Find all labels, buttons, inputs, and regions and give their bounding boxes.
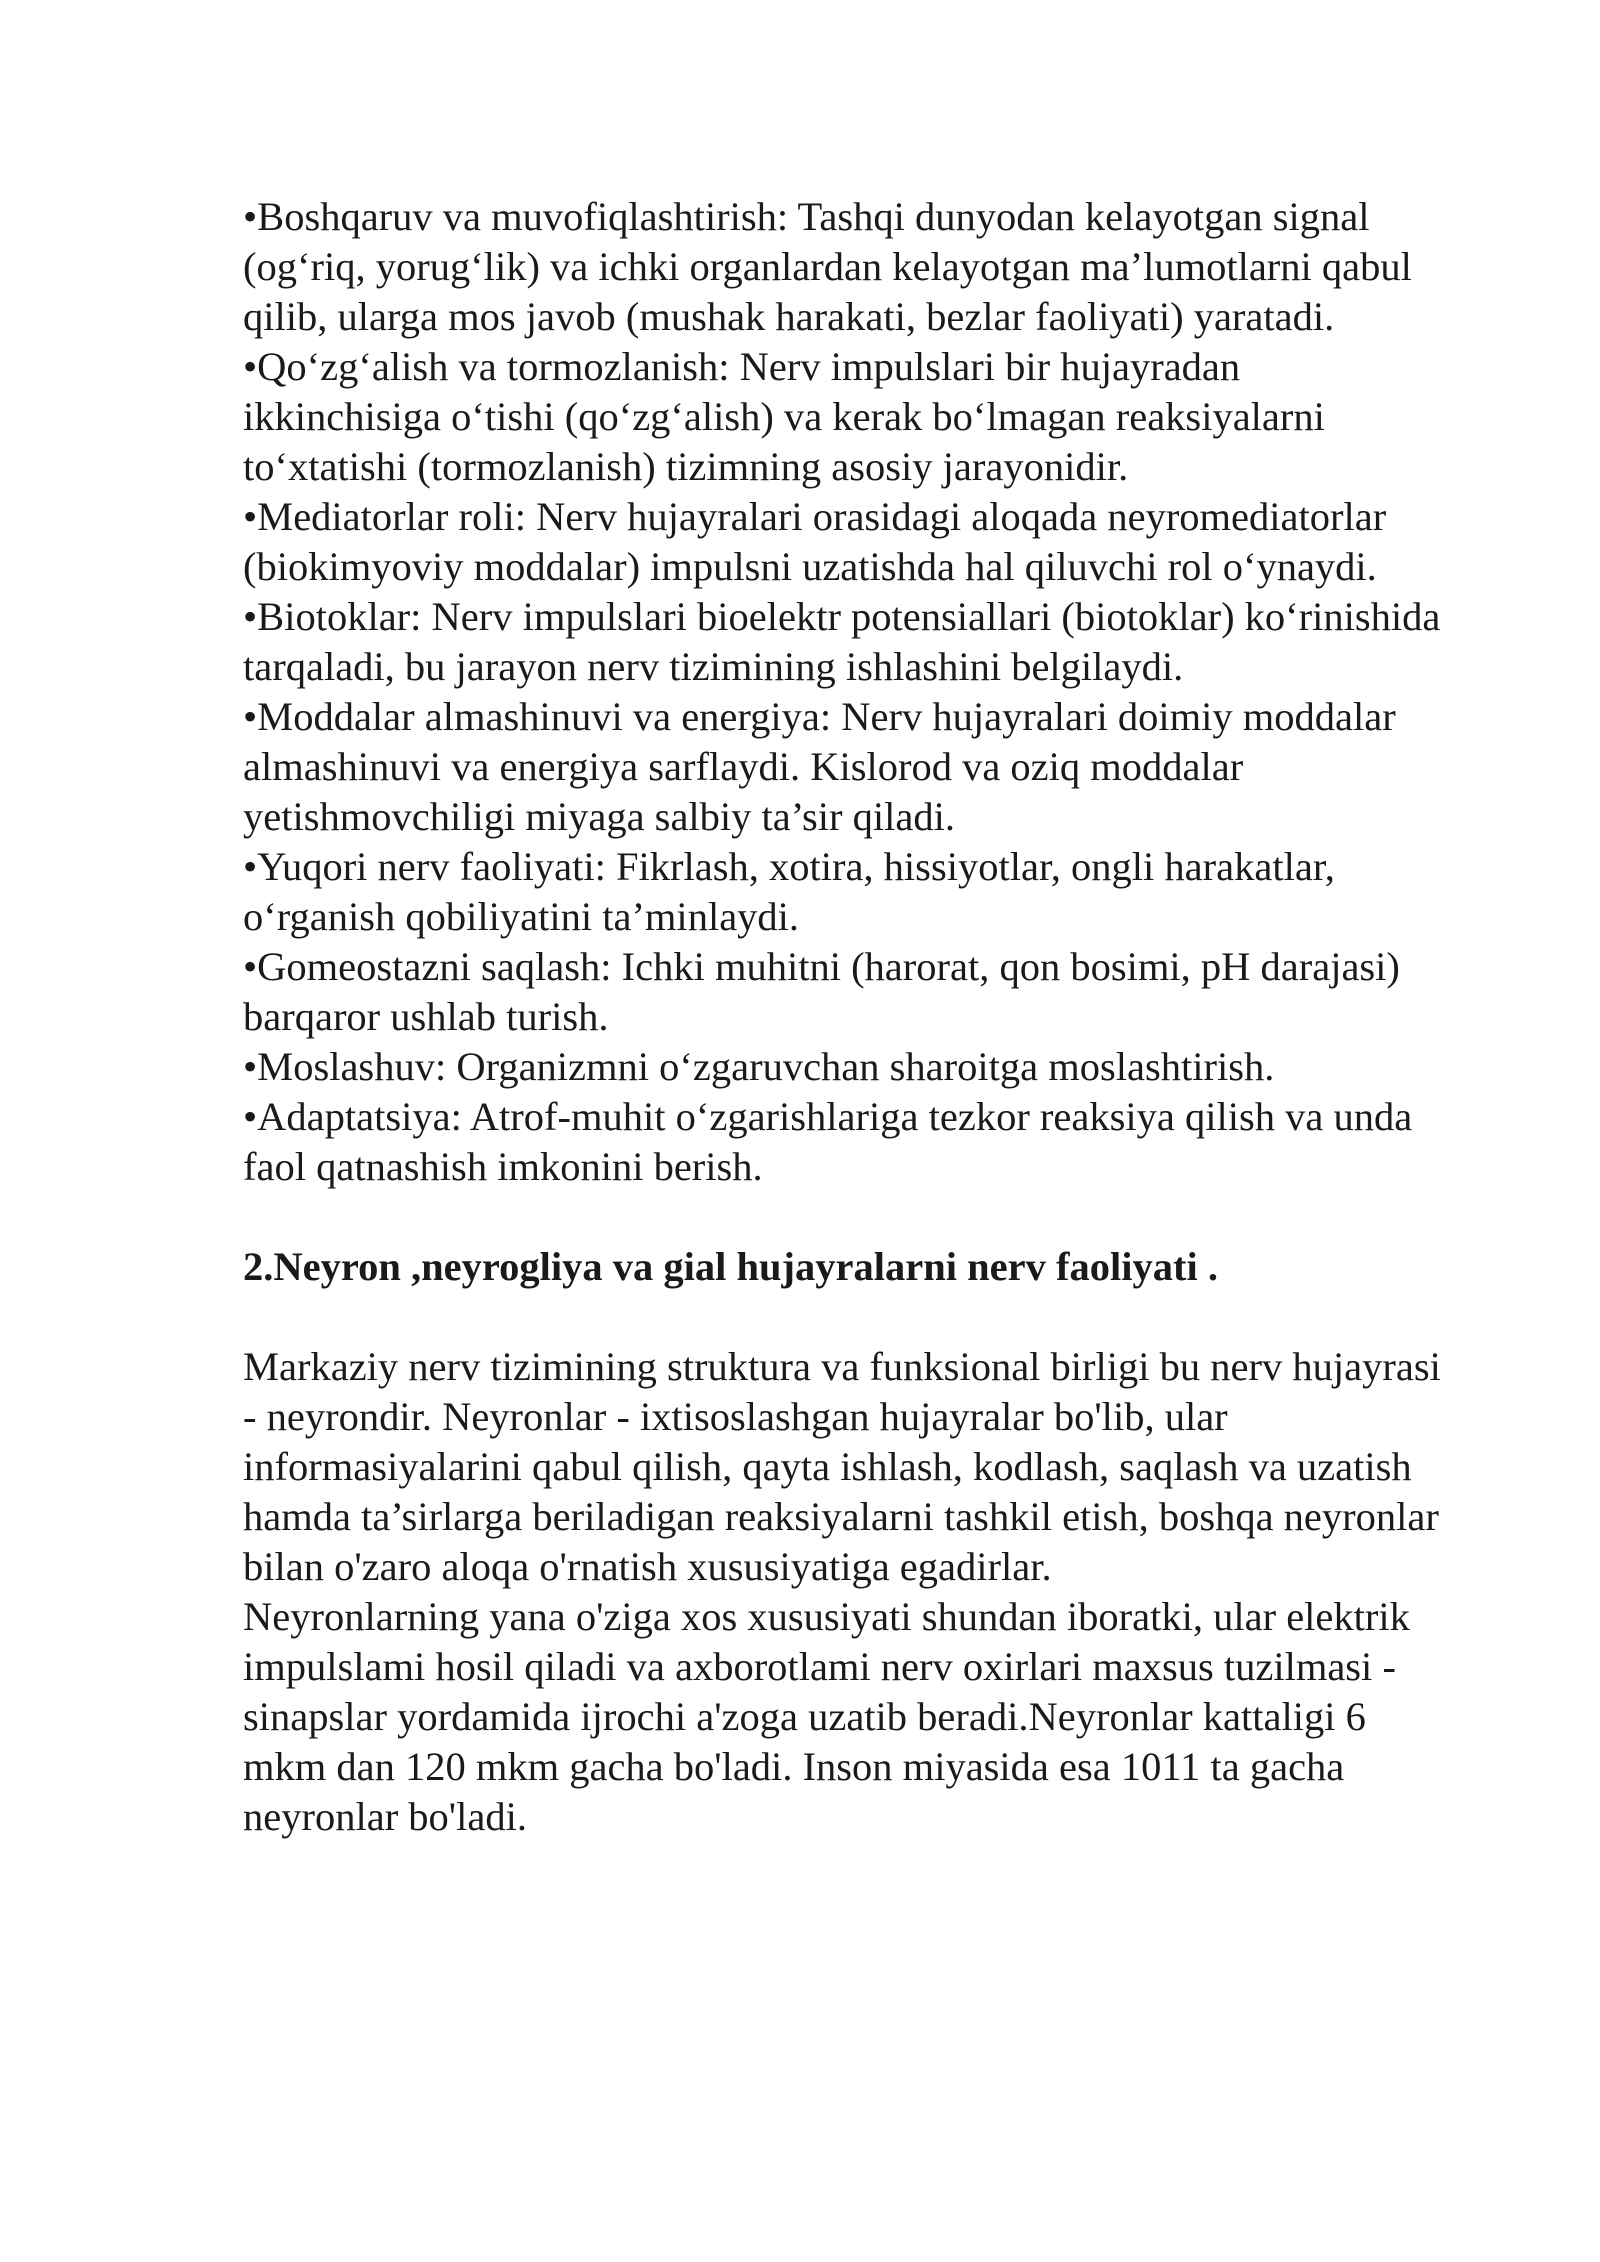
bullet-mediators-role: •Mediatorlar roli: Nerv hujayralari orasidagi aloqada neyromediatorlar (biokimyoviy moddalar) impulsni uzatishda hal qiluvchi rol o‘ynaydi. <box>243 494 1387 589</box>
bullet-biocurrents: •Biotoklar: Nerv impulslari bioelektr potensiallari (biotoklar) ko‘rinishida tarqaladi, bu jarayon nerv tizimining ishlashini belgilaydi. <box>243 594 1441 689</box>
bullet-control-coordination: •Boshqaruv va muvofiqlashtirish: Tashqi dunyodan kelayotgan signal (og‘riq, yorug‘lik) va ichki organlardan kelayotgan ma’lumotlarni qabul qilib, ularga mos javob (mushak harakati, bezlar faoliyati) yaratadi. <box>243 194 1412 339</box>
bullet-excitation-inhibition: •Qo‘zg‘alish va tormozlanish: Nerv impulslari bir hujayradan ikkinchisiga o‘tishi (qo‘zg‘alish) va kerak bo‘lmagan reaksiyalarni to‘xtatishi (tormozlanish) tizimning asosiy jarayonidir. <box>243 344 1325 489</box>
bullet-homeostasis: •Gomeostazni saqlash: Ichki muhitni (harorat, qon bosimi, pH darajasi) barqaror ushlab turish. <box>243 944 1400 1039</box>
paragraph-neuron-properties: Neyronlarning yana o'ziga xos xususiyati shundan iboratki, ular elektrik impulslami hosil qiladi va axborotlami nerv oxirlari maxsus tuzilmasi - sinapslar yordamida ijrochi a'zoga uzatib beradi.Neyronlar kattaligi 6 mkm dan 120 mkm gacha bo'ladi. Inson miyasida esa 1011 ta gacha neyronlar bo'ladi. <box>243 1594 1410 1839</box>
section-heading: 2.Neyron ,neyrogliya va gial hujayralarni nerv faoliyati . <box>243 1244 1218 1289</box>
bullet-metabolism-energy: •Moddalar almashinuvi va energiya: Nerv hujayralari doimiy moddalar almashinuvi va energiya sarflaydi. Kislorod va oziq moddalar yetishmovchiligi miyaga salbiy ta’sir qiladi. <box>243 694 1396 839</box>
paragraph-neuron-definition: Markaziy nerv tizimining struktura va funksional birligi bu nerv hujayrasi - neyrondir. Neyronlar - ixtisoslashgan hujayralar bo'lib, ular informasiyalarini qabul qilish, qayta ishlash, kodlash, saqlash va uzatish hamda ta’sirlarga beriladigan reaksiyalarni tashkil etish, boshqa neyronlar bilan o'zaro aloqa o'rnatish xususiyatiga egadirlar. <box>243 1344 1441 1589</box>
bullet-adjustment: •Moslashuv: Organizmni o‘zgaruvchan sharoitga moslashtirish. <box>243 1044 1275 1089</box>
bullet-higher-nervous-activity: •Yuqori nerv faoliyati: Fikrlash, xotira, hissiyotlar, ongli harakatlar, o‘rganish qobiliyatini ta’minlaydi. <box>243 844 1335 939</box>
document-content <box>243 192 1443 1842</box>
bullet-adaptation: •Adaptatsiya: Atrof-muhit o‘zgarishlariga tezkor reaksiya qilish va unda faol qatnashish imkonini berish. <box>243 1094 1413 1189</box>
